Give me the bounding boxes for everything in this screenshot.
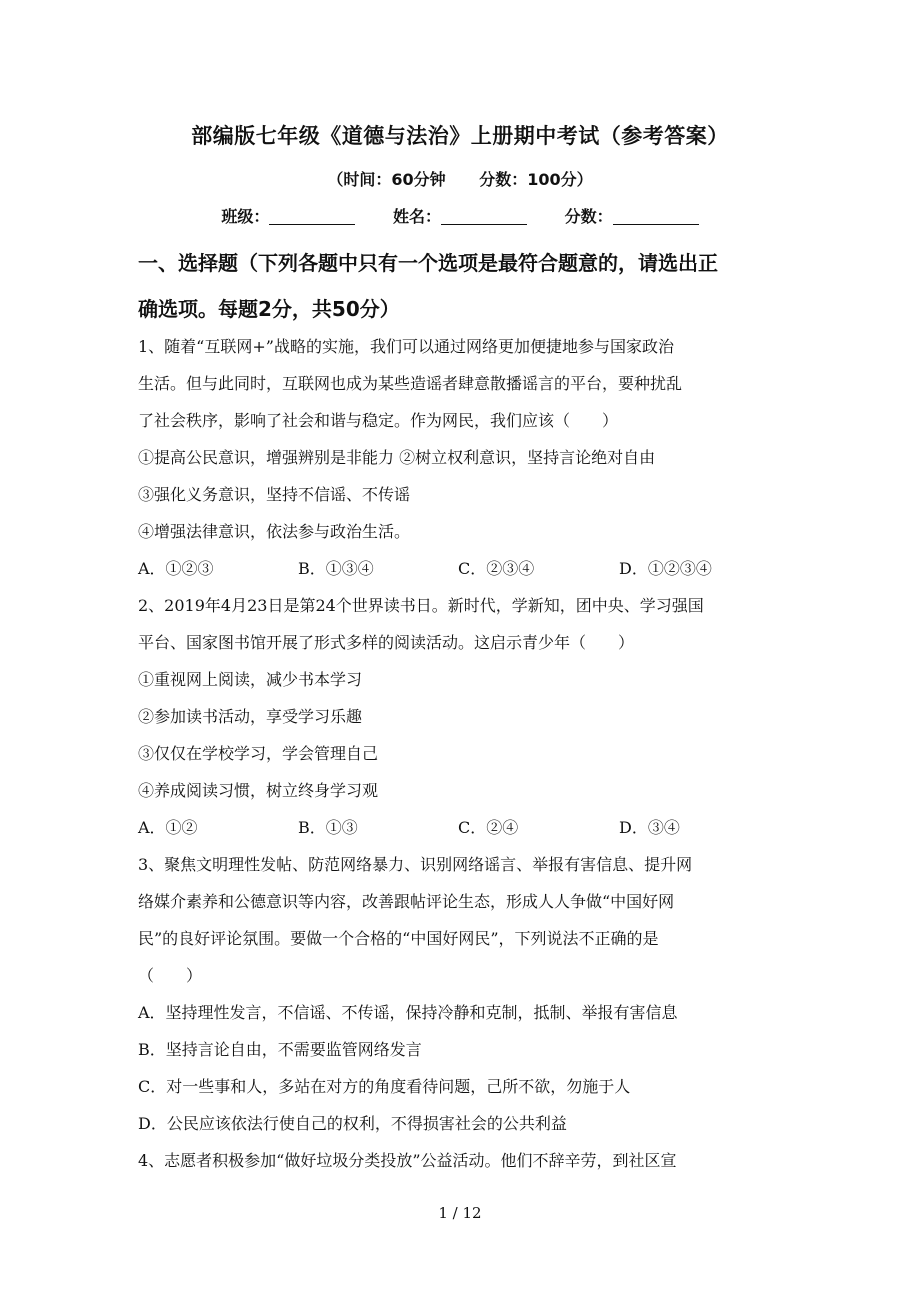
question-2-statement: ②参加读书活动，享受学习乐趣	[138, 707, 363, 726]
question-1-line: 生活。但与此同时，互联网也成为某些造谣者肆意散播谣言的平台，要种扰乱	[138, 374, 683, 393]
option-c[interactable]: C．②④	[458, 818, 519, 837]
class-field	[221, 204, 355, 227]
exam-total-score: 分数：100分）	[479, 170, 593, 189]
score-label: 分数：	[564, 207, 613, 226]
question-1-line: 了社会秩序，影响了社会和谐与稳定。作为网民，我们应该（ ）	[138, 411, 619, 430]
question-1-statement: ④增强法律意识，依法参与政治生活。	[138, 522, 411, 541]
name-field	[393, 204, 527, 227]
score-field	[565, 204, 699, 227]
student-info-row	[0, 204, 920, 227]
class-label: 班级：	[221, 207, 270, 226]
exam-time: （时间：60分钟	[327, 170, 446, 189]
question-2	[138, 587, 778, 846]
option-b[interactable]: B．①③	[298, 818, 358, 837]
option-a[interactable]: A．①②③	[138, 559, 214, 578]
question-2-statement: ③仅仅在学校学习，学会管理自己	[138, 744, 379, 763]
class-blank[interactable]	[269, 208, 355, 225]
question-2-line: 2、2019年4月23日是第24个世界读书日。新时代，学新知，团中央、学习强国	[138, 596, 704, 615]
question-1-statement: ①提高公民意识，增强辨别是非能力 ②树立权利意识，坚持言论绝对自由	[138, 448, 656, 467]
question-1-statement: ③强化义务意识，坚持不信谣、不传谣	[138, 485, 411, 504]
option-d[interactable]: D．③④	[619, 818, 680, 837]
name-label: 姓名：	[392, 207, 441, 226]
question-1-line: 1、随着“互联网+”战略的实施，我们可以通过网络更加便捷地参与国家政治	[138, 337, 674, 356]
option-a[interactable]: A．坚持理性发言，不信谣、不传谣，保持冷静和克制，抵制、举报有害信息	[138, 1003, 678, 1022]
page-number: 1 / 12	[438, 1204, 482, 1222]
option-c[interactable]: C．对一些事和人，多站在对方的角度看待问题，己所不欲，勿施于人	[138, 1077, 631, 1096]
option-b[interactable]: B．①③④	[298, 559, 374, 578]
option-b[interactable]: B．坚持言论自由，不需要监管网络发言	[138, 1040, 422, 1059]
question-1	[138, 328, 778, 587]
name-blank[interactable]	[441, 208, 527, 225]
question-3-line: 3、聚焦文明理性发帖、防范网络暴力、识别网络谣言、举报有害信息、提升网	[138, 855, 693, 874]
question-1-options	[138, 550, 778, 587]
section-heading-line: 确选项。每题2分，共50分）	[138, 297, 400, 321]
question-2-statement: ①重视网上阅读，减少书本学习	[138, 670, 363, 689]
section-heading	[138, 240, 778, 332]
option-d[interactable]: D．公民应该依法行使自己的权利，不得损害社会的公共利益	[138, 1114, 567, 1133]
option-a[interactable]: A．①②	[138, 818, 198, 837]
question-4	[138, 1142, 778, 1179]
question-3-answer-blank: （ ）	[138, 966, 203, 985]
question-3-line: 络媒介素养和公德意识等内容，改善跟帖评论生态，形成人人争做“中国好网	[138, 892, 675, 911]
question-2-line: 平台、国家图书馆开展了形式多样的阅读活动。这启示青少年（ ）	[138, 633, 635, 652]
question-2-options	[138, 809, 778, 846]
question-3	[138, 846, 778, 1142]
option-d[interactable]: D．①②③④	[619, 559, 712, 578]
page-title: 部编版七年级《道德与法治》上册期中考试（参考答案）	[191, 124, 729, 148]
section-heading-line: 一、选择题（下列各题中只有一个选项是最符合题意的，请选出正	[138, 251, 718, 275]
score-blank[interactable]	[613, 208, 699, 225]
questions-body	[138, 328, 778, 1179]
option-c[interactable]: C．②③④	[458, 559, 535, 578]
question-4-line: 4、志愿者积极参加“做好垃圾分类投放”公益活动。他们不辞辛劳，到社区宣	[138, 1151, 677, 1170]
question-2-statement: ④养成阅读习惯，树立终身学习观	[138, 781, 379, 800]
exam-subtitle	[0, 167, 920, 190]
question-3-line: 民”的良好评论氛围。要做一个合格的“中国好网民”，下列说法不正确的是	[138, 929, 659, 948]
